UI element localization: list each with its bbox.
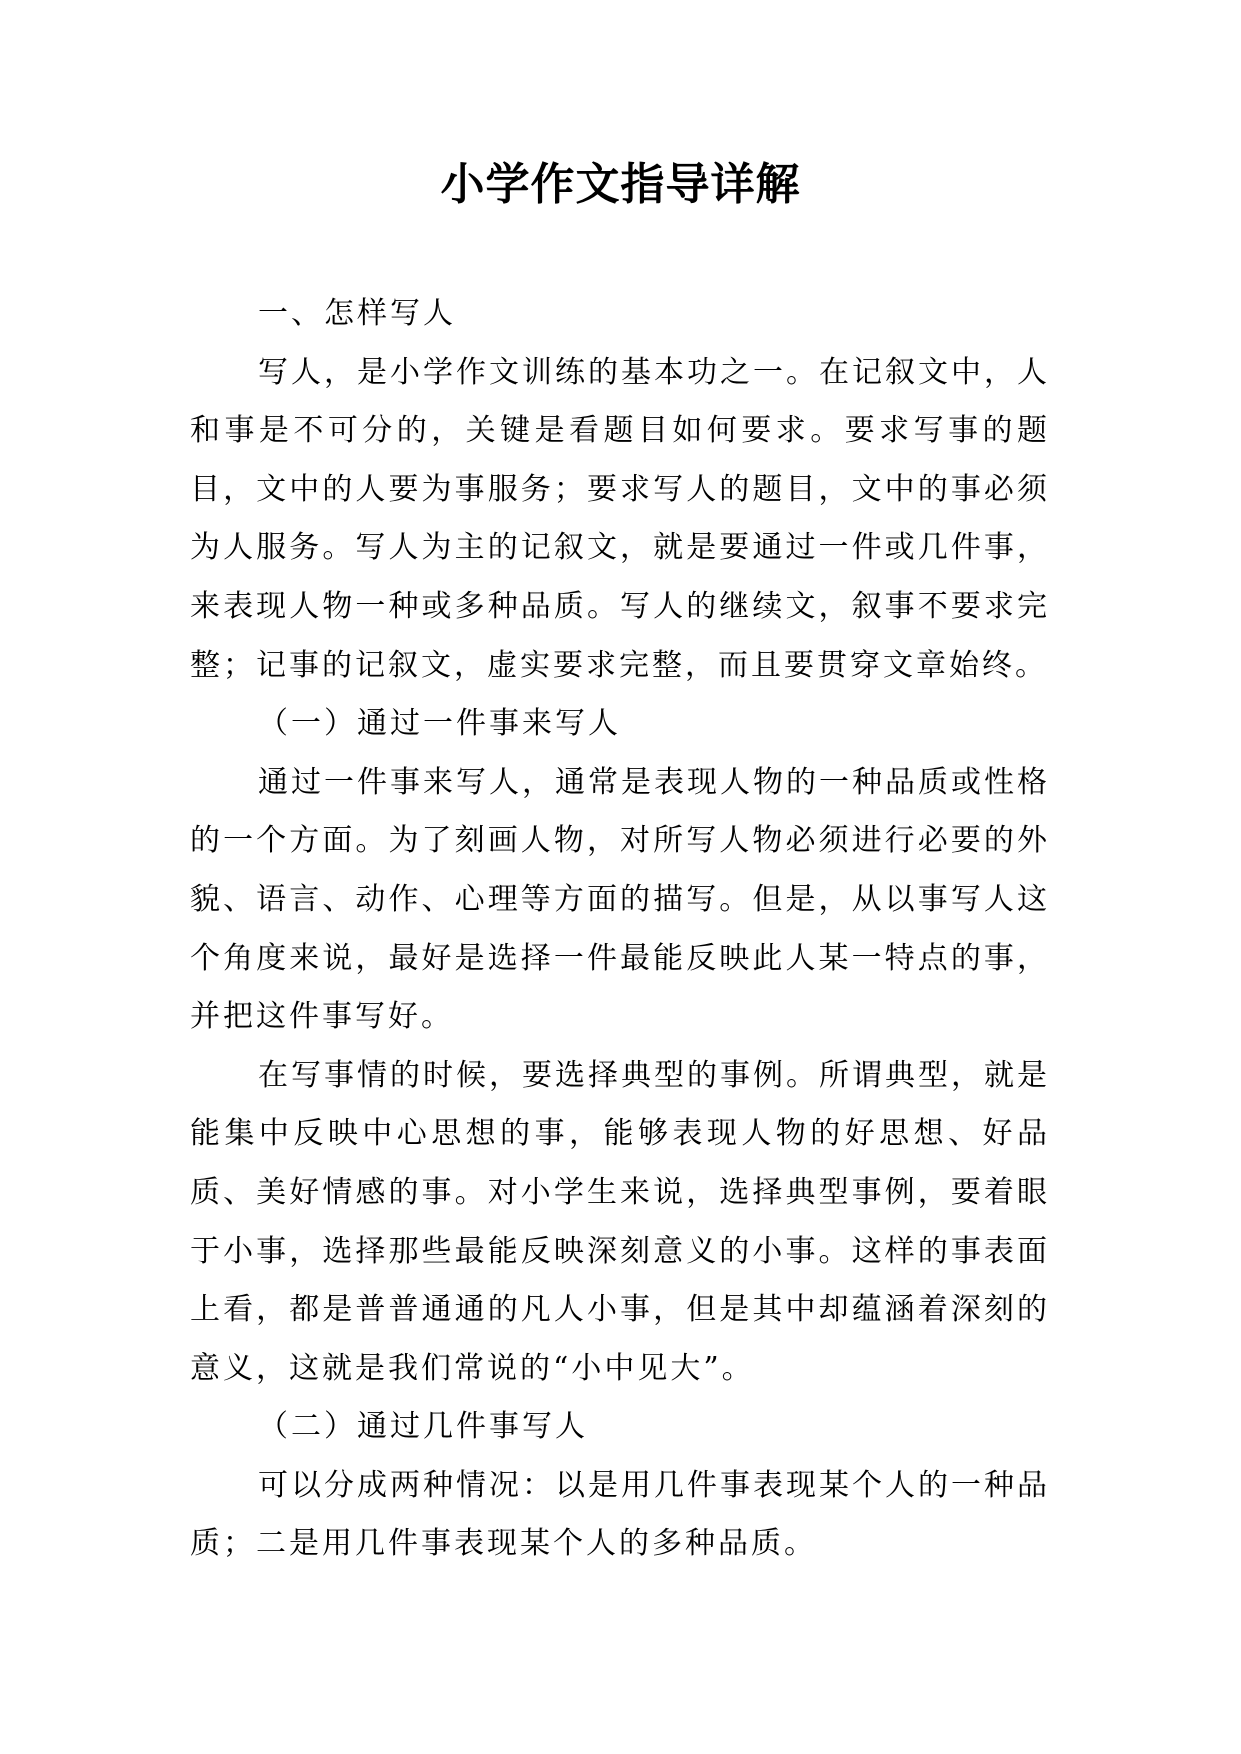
document-body — [190, 285, 1050, 1574]
paragraph: 在写事情的时候，要选择典型的事例。所谓典型，就是能集中反映中心思想的事，能够表现人物的好思想、好品质、美好情感的事。对小学生来说，选择典型事例，要着眼于小事，选择那些最能反映深刻意义的小事。这样的事表面上看，都是普普通通的凡人小事，但是其中却蕴涵着深刻的意义，这就是我们常说的“小中见大”。 — [190, 1057, 1050, 1386]
paragraph: 可以分成两种情况：以是用几件事表现某个人的一种品质；二是用几件事表现某个人的多种品质。 — [190, 1467, 1050, 1562]
paragraph: 通过一件事来写人，通常是表现人物的一种品质或性格的一个方面。为了刻画人物，对所写人物必须进行必要的外貌、语言、动作、心理等方面的描写。但是，从以事写人这个角度来说，最好是选择一件最能反映此人某一特点的事，并把这件事写好。 — [190, 764, 1050, 1035]
subsection-heading: （二）通过几件事写人 — [258, 1409, 588, 1445]
document-title: 小学作文指导详解 — [440, 159, 801, 210]
section-heading: 一、怎样写人 — [258, 296, 456, 331]
paragraph: 写人，是小学作文训练的基本功之一。在记叙文中，人和事是不可分的，关键是看题目如何要求。要求写事的题目，文中的人要为事服务；要求写人的题目，文中的事必须为人服务。写人为主的记叙文，就是要通过一件或几件事，来表现人物一种或多种品质。写人的继续文，叙事不要求完整；记事的记叙文，虚实要求完整，而且要贯穿文章始终。 — [190, 354, 1050, 683]
subsection-heading: （一）通过一件事来写人 — [258, 706, 621, 742]
